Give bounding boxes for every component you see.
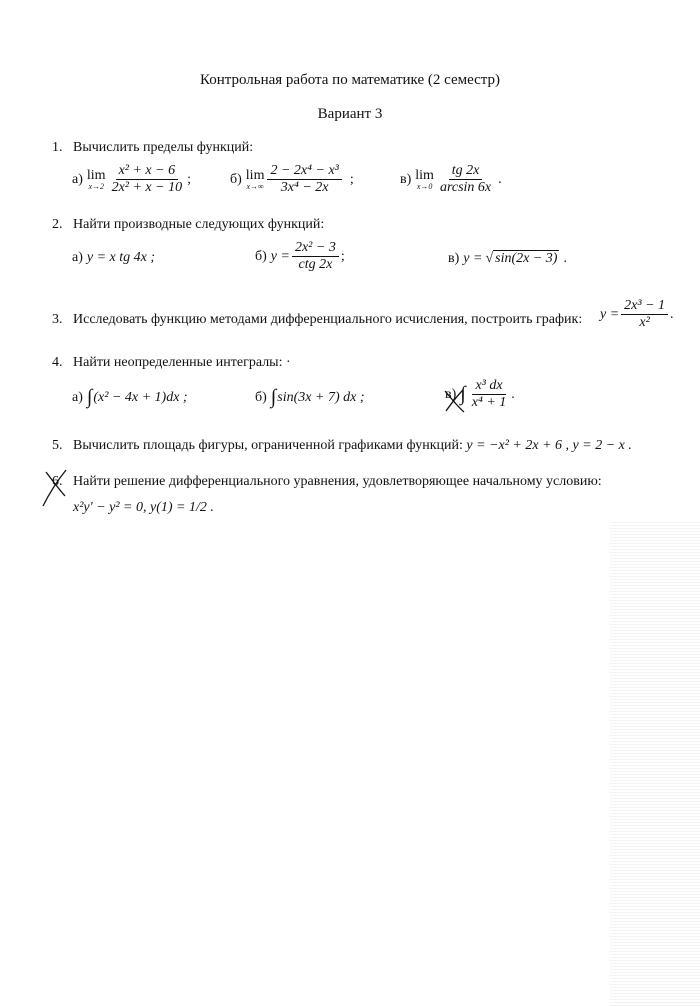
fraction: $\frac{tg 2x}{\arcsin 6x}$ xyxy=(439,163,492,196)
task-4b xyxy=(255,386,364,409)
fraction: $\frac{\text{2x³ − 1}}{\text{x²}}$ xyxy=(621,298,668,332)
task-2b-label: б) xyxy=(255,248,267,264)
task-2a-label: а) xyxy=(72,250,83,265)
task-4-number: 4. xyxy=(52,355,63,370)
stray-dot-mark: · xyxy=(285,355,291,370)
formula: y = x tg 4x ; xyxy=(86,250,156,265)
task-1a: а) lim x→2 $\frac{\text{x² + x − 6}}{\text{2x² + x − 10}}$ ; xyxy=(72,163,191,196)
task-5-text: Вычислить площадь фигуры, ограниченной графиками функций: y = −x² + 2x + 6 , y = 2 − x . xyxy=(73,438,632,453)
task-4-text: Найти неопределенные интегралы: · xyxy=(73,355,291,370)
task-2b: б) y = $\frac{\text{2x² − 3}}{\text{ctg 2x}}$ ; xyxy=(255,240,345,273)
task-1b-label: б) xyxy=(230,171,242,187)
task-4c: в) ∫ $\frac{\text{x³ dx}}{\text{x⁴ + 1}}$ . xyxy=(445,378,515,411)
sqrt-sign: √ xyxy=(485,250,494,266)
integral-sign: ∫ xyxy=(270,386,277,408)
formula: sin(3x + 7) dx ; xyxy=(277,389,365,405)
task-2a xyxy=(72,250,155,266)
task-3-formula: y = $\frac{\text{2x³ − 1}}{\text{x²}}$ . xyxy=(600,298,674,331)
task-4c-label: в) xyxy=(445,386,457,402)
task-1c: в) lim x→0 $\frac{tg 2x}{\arcsin 6x}$ . xyxy=(400,163,502,196)
task-4a xyxy=(72,386,188,409)
task-6-formula: x²y′ − y² = 0, y(1) = 1/2 . xyxy=(73,500,214,515)
integral-sign: ∫ xyxy=(460,383,466,406)
task-1-text: Вычислить пределы функций: xyxy=(73,140,254,155)
task-1b: б) lim x→∞ $\frac{\text{2 − 2x⁴ − x³}}{\text{3x⁴ − 2x}}$ ; xyxy=(230,163,354,196)
limit-operator: lim x→∞ xyxy=(245,168,265,192)
task-2-text: Найти производные следующих функций: xyxy=(73,217,325,232)
task-5-number: 5. xyxy=(52,438,63,453)
formula: (x² − 4x + 1)dx ; xyxy=(93,389,188,405)
fraction: $\frac{\text{x² + x − 6}}{\text{2x² + x − 10}}$ xyxy=(111,163,183,196)
integral-sign: ∫ xyxy=(86,386,93,408)
variant-title: Вариант 3 xyxy=(317,106,383,122)
task-1c-label: в) xyxy=(400,171,412,187)
scan-texture xyxy=(610,520,700,1006)
task-3-text: Исследовать функцию методами дифференциального исчисления, построить график: xyxy=(73,312,583,327)
handwritten-cross-mark xyxy=(40,468,70,508)
task-2c-label: в) xyxy=(448,250,460,266)
handwritten-cross-mark xyxy=(443,388,467,414)
limit-operator: lim x→2 xyxy=(86,168,106,192)
task-2c: в) y = √ sin(2x − 3) . xyxy=(448,250,567,266)
task-4b-label: б) xyxy=(255,389,267,405)
fraction: $\frac{\text{x³ dx}}{\text{x⁴ + 1}}$ xyxy=(471,378,507,411)
sqrt-argument: sin(2x − 3) xyxy=(495,251,558,266)
formula: y = −x² + 2x + 6 , y = 2 − x . xyxy=(466,438,632,453)
fraction: $\frac{\text{2x² − 3}}{\text{ctg 2x}}$ xyxy=(292,240,339,274)
task-4a-label: а) xyxy=(72,389,83,405)
task-1-number: 1. xyxy=(52,140,63,155)
task-3-number: 3. xyxy=(52,312,63,327)
fraction: $\frac{\text{2 − 2x⁴ − x³}}{\text{3x⁴ − 2x}}$ xyxy=(267,163,341,197)
task-2-number: 2. xyxy=(52,217,63,232)
task-6-number: 6. xyxy=(52,474,63,489)
task-6-text: Найти решение дифференциального уравнения, удовлетворяющее начальному условию: xyxy=(73,474,602,489)
page-title: Контрольная работа по математике (2 семестр) xyxy=(199,72,501,88)
task-1a-label: а) xyxy=(72,171,83,187)
limit-operator: lim x→0 xyxy=(415,168,434,192)
